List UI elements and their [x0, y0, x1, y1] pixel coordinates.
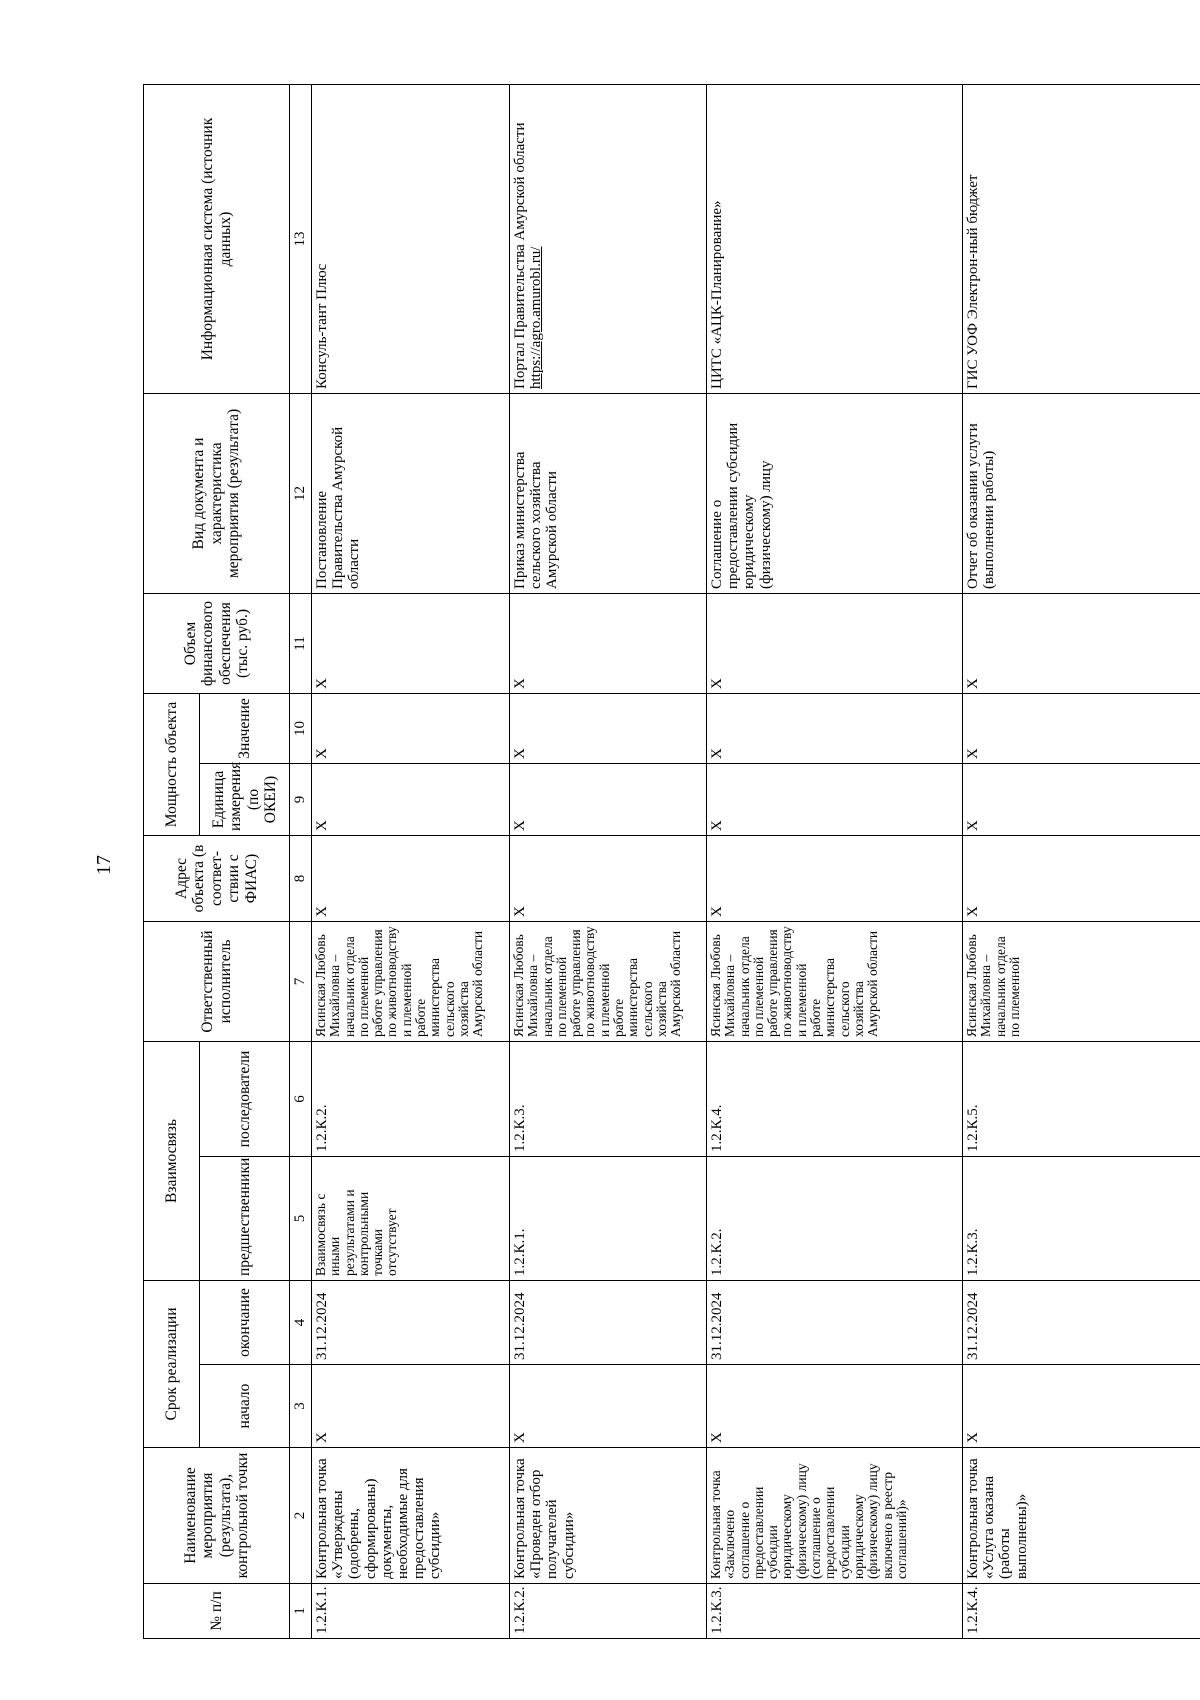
row-end: 31.12.2024 — [510, 1281, 707, 1365]
column-number: 1 — [290, 1584, 312, 1639]
row-address: X — [963, 836, 1200, 922]
row-unit: X — [963, 764, 1200, 836]
row-unit: X — [312, 764, 510, 836]
header-link: Взаимосвязь — [144, 1042, 200, 1281]
row-predecessors: 1.2.К.3. — [963, 1157, 1200, 1281]
column-numbers-row — [290, 85, 312, 1639]
table-row — [312, 85, 510, 1639]
row-responsible: Ясинская Любовь Михайловна – начальник отдела по племенной работе управления по животноводству и племенной работе министерства сельского хозяйства Амурской области — [707, 922, 963, 1042]
row-predecessors: Взаимосвязь с иными результатами и контрольными точками отсутствует — [312, 1157, 510, 1281]
row-name: Контрольная точка «Проведен отбор получателей субсидии» — [510, 1448, 707, 1584]
row-info — [510, 85, 707, 394]
row-responsible: Ясинская Любовь Михайловна – начальник отдела по племенной работе управления по животноводству и племенной работе министерства сельского хозяйства Амурской области — [510, 922, 707, 1042]
header-power-unit: Единица измерения (по ОКЕИ) — [200, 764, 290, 836]
page-number: 17 — [93, 855, 115, 875]
row-end: 31.12.2024 — [312, 1281, 510, 1365]
header-term: Срок реализации — [144, 1281, 200, 1448]
table-row — [963, 85, 1200, 1639]
table-row — [707, 85, 963, 1639]
row-predecessors: 1.2.К.1. — [510, 1157, 707, 1281]
column-number: 2 — [290, 1448, 312, 1584]
row-address: X — [312, 836, 510, 922]
row-start: X — [963, 1365, 1200, 1448]
row-responsible: Ясинская Любовь Михайловна – начальник отдела по племенной — [963, 922, 1200, 1042]
column-number: 11 — [290, 594, 312, 694]
header-num: № п/п — [144, 1584, 290, 1639]
row-predecessors: 1.2.К.2. — [707, 1157, 963, 1281]
portal-link[interactable]: https://agro.amurobl.ru/ — [528, 246, 545, 389]
column-number: 10 — [290, 694, 312, 764]
row-name: Контрольная точка «Услуга оказана (работы выполнены)» — [963, 1448, 1200, 1584]
column-number: 5 — [290, 1157, 312, 1281]
row-doc: Постановление Правительства Амурской области — [312, 394, 510, 594]
column-number: 7 — [290, 922, 312, 1042]
row-num: 1.2.К.2. — [510, 1584, 707, 1639]
row-finance: X — [963, 594, 1200, 694]
row-name: Контрольная точка «Заключено соглашение о предоставлении субсидии юридическому (физическому) лицу (соглашение о предоставлении субсидии юридическому (физическому) лицу включено в реестр соглашений)» — [707, 1448, 963, 1584]
row-value: X — [510, 694, 707, 764]
row-start: X — [707, 1365, 963, 1448]
control-points-table — [143, 84, 1200, 1639]
row-successors: 1.2.К.2. — [312, 1042, 510, 1157]
column-number: 3 — [290, 1365, 312, 1448]
column-number: 8 — [290, 836, 312, 922]
column-number: 13 — [290, 85, 312, 394]
header-term-end: окончание — [200, 1281, 290, 1365]
header-info: Информационная система (источник данных) — [144, 85, 290, 394]
header-responsible: Ответственный исполнитель — [144, 922, 290, 1042]
header-link-pred: предшественники — [200, 1157, 290, 1281]
row-successors: 1.2.К.3. — [510, 1042, 707, 1157]
row-finance: X — [312, 594, 510, 694]
row-unit: X — [510, 764, 707, 836]
header-power: Мощность объекта — [144, 694, 200, 836]
row-end: 31.12.2024 — [963, 1281, 1200, 1365]
row-responsible: Ясинская Любовь Михайловна – начальник отдела по племенной работе управления по животноводству и племенной работе министерства сельского хозяйства Амурской области — [312, 922, 510, 1042]
row-doc: Приказ министерства сельского хозяйства Амурской области — [510, 394, 707, 594]
row-info: Консуль-тант Плюс — [312, 85, 510, 394]
row-doc: Соглашение о предоставлении субсидии юридическому (физическому) лицу — [707, 394, 963, 594]
info-text: Портал Правительства Амурской области — [512, 122, 528, 389]
header-name: Наименование мероприятия (результата), контрольной точки — [144, 1448, 290, 1584]
row-info: ЦИТС «АЦК-Планирование» — [707, 85, 963, 394]
row-address: X — [707, 836, 963, 922]
row-value: X — [963, 694, 1200, 764]
row-finance: X — [707, 594, 963, 694]
row-address: X — [510, 836, 707, 922]
header-address: Адрес объекта (в соответ-ствии с ФИАС) — [144, 836, 290, 922]
row-value: X — [312, 694, 510, 764]
table-wrapper — [143, 85, 1200, 1639]
table-row — [510, 85, 707, 1639]
row-num: 1.2.К.1. — [312, 1584, 510, 1639]
row-finance: X — [510, 594, 707, 694]
row-num: 1.2.К.3. — [707, 1584, 963, 1639]
header-finance: Объем финансового обеспечения (тыс. руб.) — [144, 594, 290, 694]
row-doc: Отчет об оказании услуги (выполнении работы) — [963, 394, 1200, 594]
row-start: X — [312, 1365, 510, 1448]
column-number: 9 — [290, 764, 312, 836]
header-doc: Вид документа и характеристика мероприятия (результата) — [144, 394, 290, 594]
row-value: X — [707, 694, 963, 764]
column-number: 6 — [290, 1042, 312, 1157]
row-name: Контрольная точка «Утверждены (одобрены, сформированы) документы, необходимые для предоставления субсидии» — [312, 1448, 510, 1584]
header-row-1 — [144, 85, 200, 1639]
row-unit: X — [707, 764, 963, 836]
rotated-page — [143, 85, 1200, 1639]
header-term-start: начало — [200, 1365, 290, 1448]
row-successors: 1.2.К.4. — [707, 1042, 963, 1157]
row-successors: 1.2.К.5. — [963, 1042, 1200, 1157]
header-link-next: последователи — [200, 1042, 290, 1157]
row-info: ГИС УОФ Электрон-ный бюджет — [963, 85, 1200, 394]
row-start: X — [510, 1365, 707, 1448]
row-end: 31.12.2024 — [707, 1281, 963, 1365]
column-number: 12 — [290, 394, 312, 594]
column-number: 4 — [290, 1281, 312, 1365]
header-power-value: Значение — [200, 694, 290, 764]
row-num: 1.2.К.4. — [963, 1584, 1200, 1639]
